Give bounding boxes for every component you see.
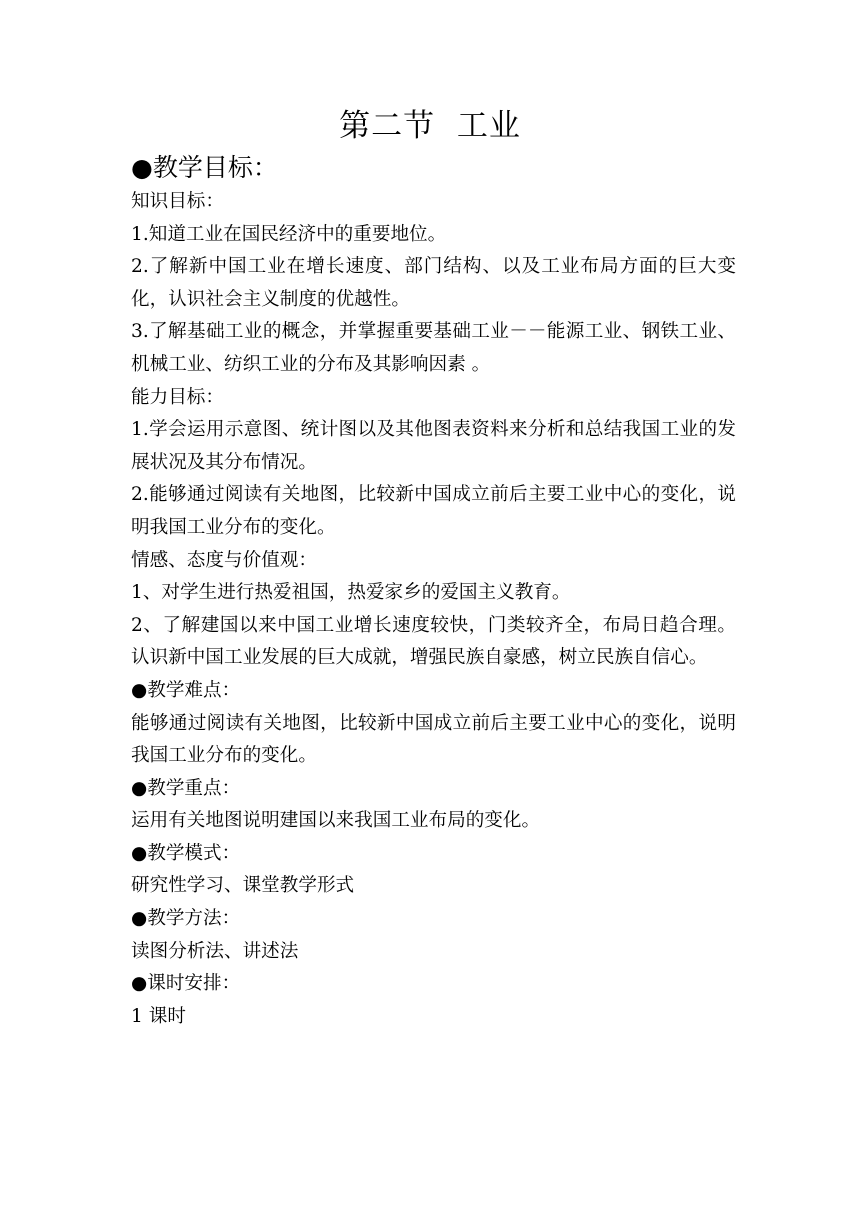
document-title: 第二节 工业	[339, 108, 521, 144]
class-schedule-heading: ●课时安排：	[131, 973, 241, 995]
knowledge-item: 2.了解新中国工业在增长速度、部门结构、以及工业布局方面的巨大变化，认识社会主义制度的优越性。	[131, 256, 736, 310]
class-schedule-text: 1 课时	[131, 1005, 186, 1027]
key-points-heading: ●教学重点：	[131, 777, 241, 799]
teaching-method-text: 读图分析法、讲述法	[131, 940, 299, 962]
teaching-mode-heading: ●教学模式：	[131, 842, 241, 864]
knowledge-item: 1.知道工业在国民经济中的重要地位。	[131, 223, 447, 245]
knowledge-objectives-label: 知识目标：	[131, 191, 224, 212]
teaching-mode-text: 研究性学习、课堂教学形式	[131, 875, 355, 897]
difficulty-text: 能够通过阅读有关地图，比较新中国成立前后主要工业中心的变化，说明我国工业分布的变化。	[131, 712, 736, 767]
ability-item: 2.能够通过阅读有关地图，比较新中国成立前后主要工业中心的变化，说明我国工业分布的变化。	[131, 484, 736, 538]
key-points-text: 运用有关地图说明建国以来我国工业布局的变化。	[131, 810, 541, 832]
ability-item: 1.学会运用示意图、统计图以及其他图表资料来分析和总结我国工业的发展状况及其分布情况。	[131, 419, 736, 473]
emotion-item: 2、了解建国以来中国工业增长速度较快，门类较齐全，布局日趋合理。认识新中国工业发展的巨大成就，增强民族自豪感，树立民族自信心。	[131, 614, 736, 669]
ability-objectives-label: 能力目标：	[131, 386, 224, 408]
knowledge-item: 3.了解基础工业的概念，并掌握重要基础工业－－能源工业、钢铁工业、机械工业、纺织工业的分布及其影响因素 。	[131, 321, 736, 375]
teaching-method-heading: ●教学方法：	[131, 908, 241, 930]
emotion-objectives-label: 情感、态度与价值观：	[131, 549, 317, 571]
document-body	[131, 186, 736, 1033]
objectives-heading: ●教学目标：	[131, 153, 278, 182]
difficulty-heading: ●教学难点：	[131, 679, 241, 701]
emotion-item: 1、对学生进行热爱祖国，热爱家乡的爱国主义教育。	[131, 582, 571, 604]
